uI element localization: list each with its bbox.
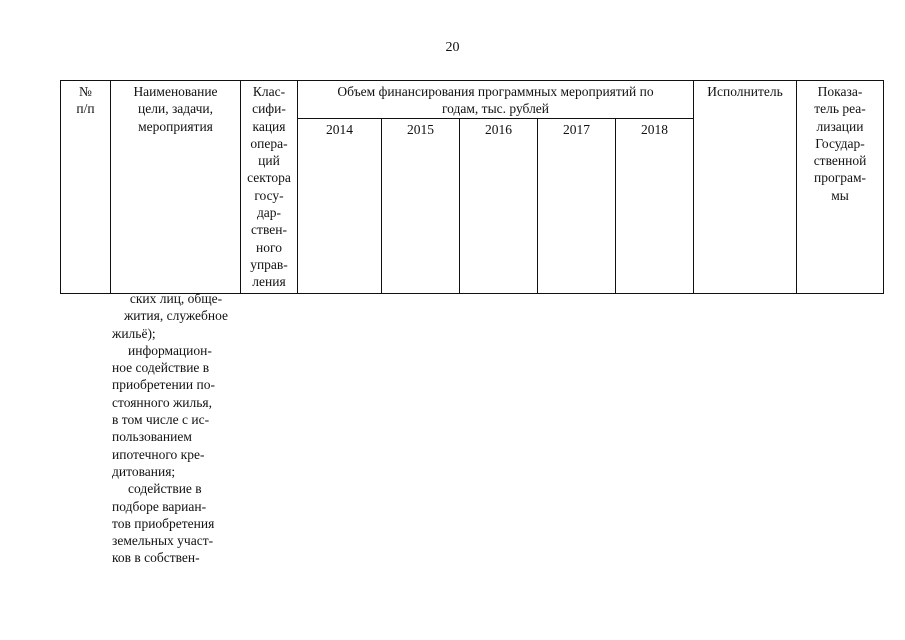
header-name: Наименование цели, задачи, мероприятия — [111, 81, 241, 294]
text-line: приобретении по- — [112, 377, 215, 393]
program-table — [60, 80, 884, 294]
text-line: тов приобретения — [112, 515, 215, 531]
text-line: содействие в — [128, 481, 202, 497]
text-line: ипотечного кре- — [112, 446, 205, 462]
continuation-text — [112, 290, 240, 567]
header-year-2018: 2018 — [616, 118, 694, 293]
header-year-2017: 2017 — [538, 118, 616, 293]
text-line: в том числе с ис- — [112, 412, 210, 428]
text-line: земельных участ- — [112, 533, 214, 549]
text-line: дитования; — [112, 463, 176, 479]
header-year-2016: 2016 — [460, 118, 538, 293]
text-line: стоянного жилья, — [112, 394, 212, 410]
header-indicator: Показа- тель реа- лизации Государ- ственной програм- мы — [797, 81, 884, 294]
page-number: 20 — [445, 40, 460, 55]
text-line: ских лиц, обще- — [129, 291, 223, 306]
text-line: пользованием — [112, 429, 192, 445]
header-executor: Исполнитель — [694, 81, 797, 294]
header-number: № п/п — [61, 81, 111, 294]
header-financing: Объем финансирования программных мероприятий по годам, тыс. рублей — [298, 81, 694, 119]
text-line: жития, служебное — [123, 308, 229, 324]
text-line: ков в собствен- — [112, 550, 200, 566]
text-line: подборе вариан- — [112, 498, 207, 514]
header-year-2014: 2014 — [298, 118, 382, 293]
text-line: ное содействие в — [112, 360, 210, 376]
header-classification: Клас- сифи- кация опера- ций сектора госу- дар- ствен- ного управ- ления — [241, 81, 298, 294]
text-line: информацион- — [128, 342, 212, 358]
header-year-2015: 2015 — [382, 118, 460, 293]
text-line: жильё); — [112, 325, 156, 341]
